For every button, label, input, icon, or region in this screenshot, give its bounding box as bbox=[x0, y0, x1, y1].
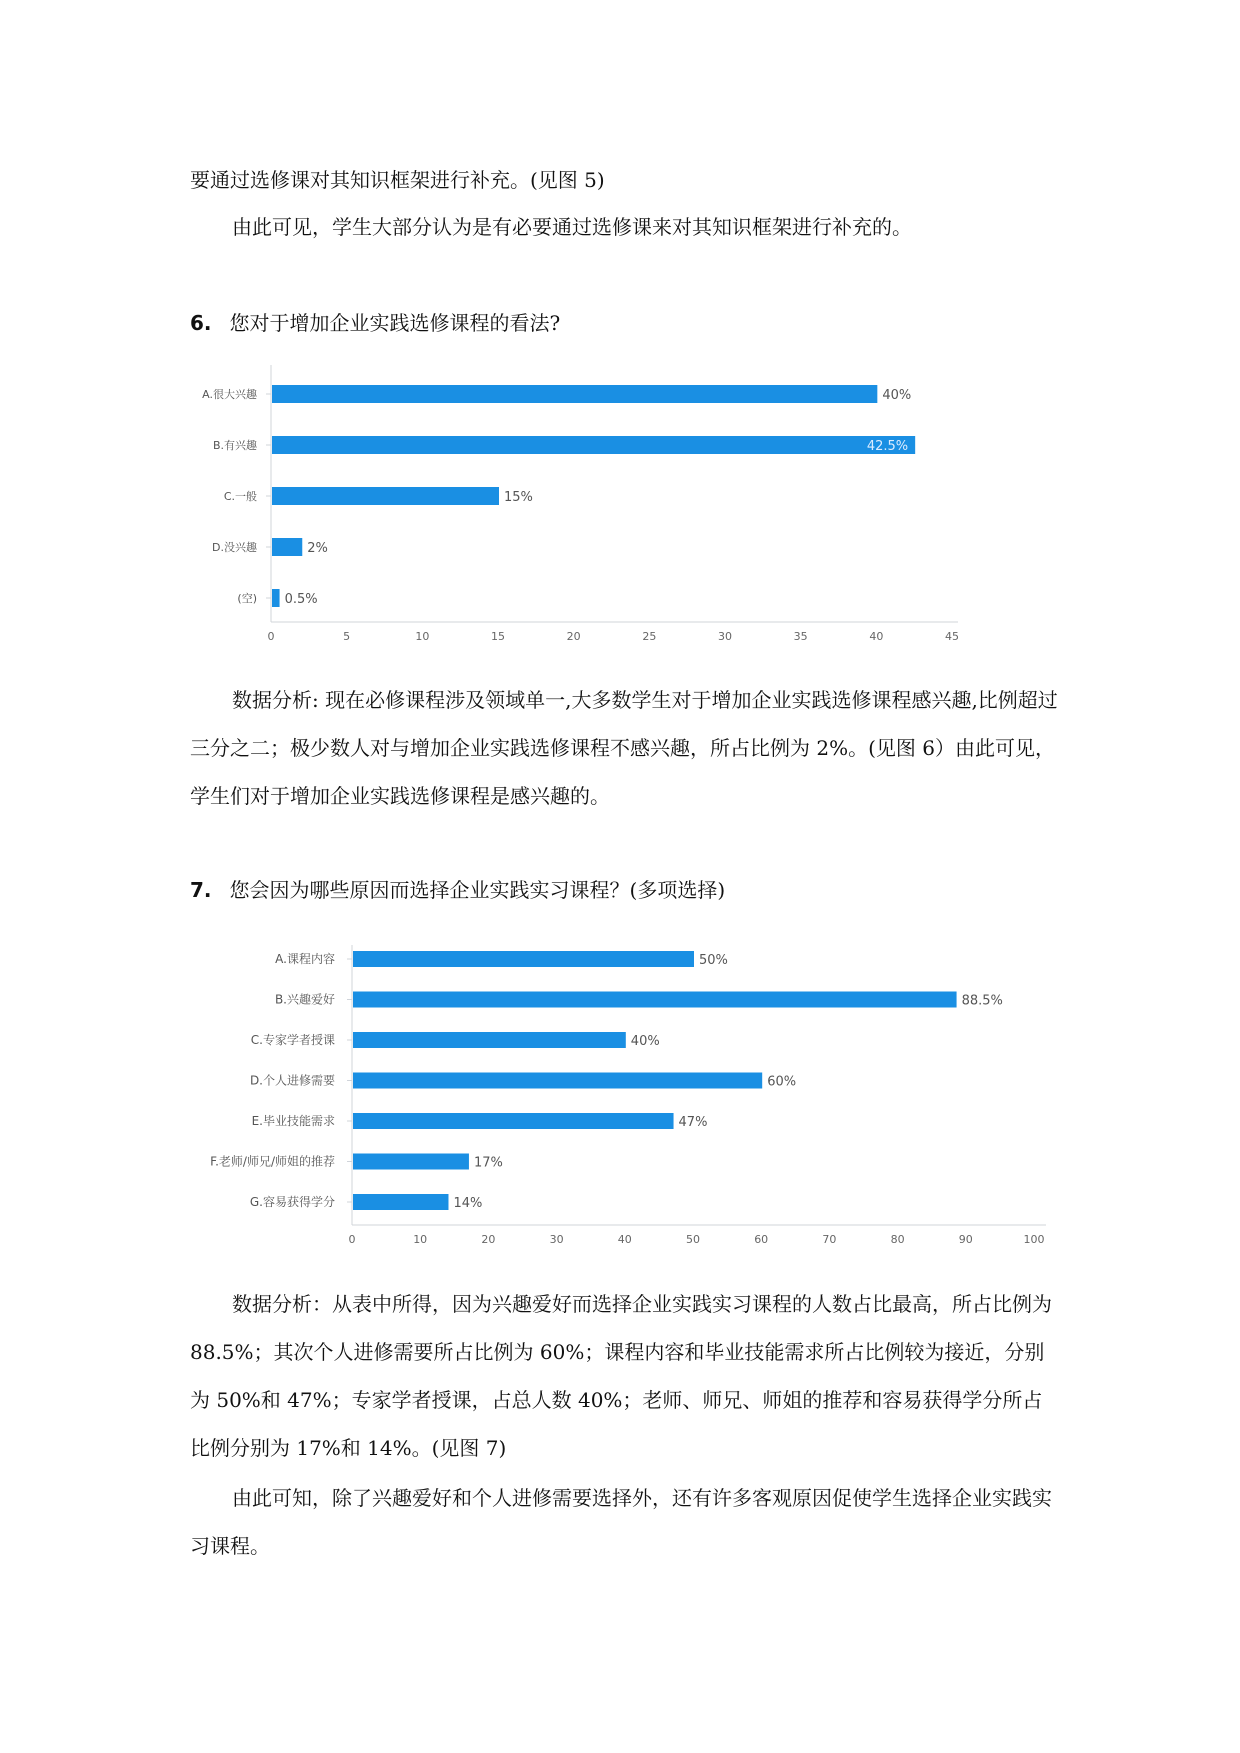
x-tick-label: 50 bbox=[686, 1233, 700, 1246]
category-label: A.很大兴趣 bbox=[202, 388, 257, 401]
category-label: D.个人进修需要 bbox=[249, 1073, 335, 1088]
question-6-number: 6. bbox=[190, 311, 212, 335]
bar-7 bbox=[353, 1194, 448, 1210]
x-tick-label: 20 bbox=[481, 1233, 496, 1246]
data-label: 17% bbox=[473, 1155, 503, 1171]
question-6-text: 您对于增加企业实践选修课程的看法? bbox=[229, 311, 561, 335]
x-tick-label: 0 bbox=[348, 1233, 356, 1246]
data-label: 15% bbox=[504, 490, 533, 505]
bar-6 bbox=[353, 1154, 469, 1170]
category-label: (空) bbox=[237, 592, 257, 605]
bar-4 bbox=[353, 1073, 762, 1089]
x-tick-label: 0 bbox=[267, 630, 275, 643]
x-tick-label: 80 bbox=[890, 1233, 905, 1246]
category-label: A.课程内容 bbox=[275, 952, 335, 966]
category-label: B.有兴趣 bbox=[212, 439, 257, 452]
category-label: E.毕业技能需求 bbox=[251, 1114, 335, 1128]
bar-5 bbox=[353, 1113, 674, 1129]
x-tick-label: 15 bbox=[491, 630, 505, 643]
x-tick-label: 30 bbox=[549, 1233, 564, 1246]
x-tick-label: 30 bbox=[718, 630, 732, 643]
x-tick-label: 20 bbox=[566, 630, 581, 643]
category-label: C.一般 bbox=[223, 490, 257, 503]
bar-3 bbox=[353, 1032, 626, 1048]
x-tick-label: 35 bbox=[793, 630, 808, 643]
x-tick-label: 40 bbox=[869, 630, 884, 643]
data-label: 14% bbox=[453, 1196, 483, 1211]
x-tick-label: 70 bbox=[822, 1233, 837, 1246]
data-label: 2% bbox=[307, 541, 328, 556]
bar-2 bbox=[353, 992, 957, 1008]
x-tick-label: 5 bbox=[343, 630, 351, 643]
question-7-text: 您会因为哪些原因而选择企业实践实习课程？(多项选择) bbox=[229, 878, 726, 902]
category-label: G.容易获得学分 bbox=[249, 1195, 335, 1209]
data-label: 0.5% bbox=[284, 592, 318, 607]
bar-1 bbox=[353, 951, 694, 967]
analysis-6: 数据分析: 现在必修课程涉及领域单一,大多数学生对于增加企业实践选修课程感兴趣,比例超过三分之二；极少数人对与增加企业实践选修课程不感兴趣，所占比例为 2%。(见图 6）由此可见，学生们对于增加企业实践选修课程是感兴趣的。 bbox=[190, 688, 1058, 808]
x-tick-label: 25 bbox=[642, 630, 657, 643]
x-tick-label: 60 bbox=[754, 1233, 769, 1246]
data-label: 88.5% bbox=[961, 993, 1003, 1009]
paragraph-continuation: 要通过选修课对其知识框架进行补充。(见图 5) bbox=[190, 168, 605, 192]
x-tick-label: 100 bbox=[1023, 1233, 1045, 1246]
data-label: 50% bbox=[699, 953, 728, 968]
category-label: F.老师/师兄/师姐的推荐 bbox=[210, 1154, 335, 1169]
category-label: D.没兴趣 bbox=[212, 541, 257, 554]
x-tick-label: 45 bbox=[945, 630, 959, 643]
paragraph-conclusion-5: 由此可见，学生大部分认为是有必要通过选修课来对其知识框架进行补充的。 bbox=[232, 215, 912, 239]
data-label: 60% bbox=[767, 1074, 797, 1090]
category-label: B.兴趣爱好 bbox=[274, 992, 335, 1007]
data-label: 42.5% bbox=[866, 439, 909, 454]
question-7-number: 7. bbox=[190, 878, 212, 902]
x-tick-label: 10 bbox=[415, 630, 430, 643]
data-label: 40% bbox=[882, 388, 912, 403]
data-label: 40% bbox=[630, 1034, 660, 1049]
analysis-7: 数据分析：从表中所得，因为兴趣爱好而选择企业实践实习课程的人数占比最高，所占比例为 88.5%；其次个人进修需要所占比例为 60%；课程内容和毕业技能需求所占比例较为接近，分别为 50%和 47%；专家学者授课，占总人数 40%；老师、师兄、师姐的推荐和容易获得学分所占比例分别为 17%和 14%。(见图 7) bbox=[190, 1292, 1052, 1460]
x-tick-label: 40 bbox=[617, 1233, 632, 1246]
category-label: C.专家学者授课 bbox=[250, 1033, 335, 1047]
x-tick-label: 90 bbox=[958, 1233, 973, 1246]
conclusion-7: 由此可知，除了兴趣爱好和个人进修需要选择外，还有许多客观原因促使学生选择企业实践实习课程。 bbox=[190, 1486, 1052, 1558]
x-tick-label: 10 bbox=[413, 1233, 428, 1246]
data-label: 47% bbox=[678, 1115, 708, 1130]
